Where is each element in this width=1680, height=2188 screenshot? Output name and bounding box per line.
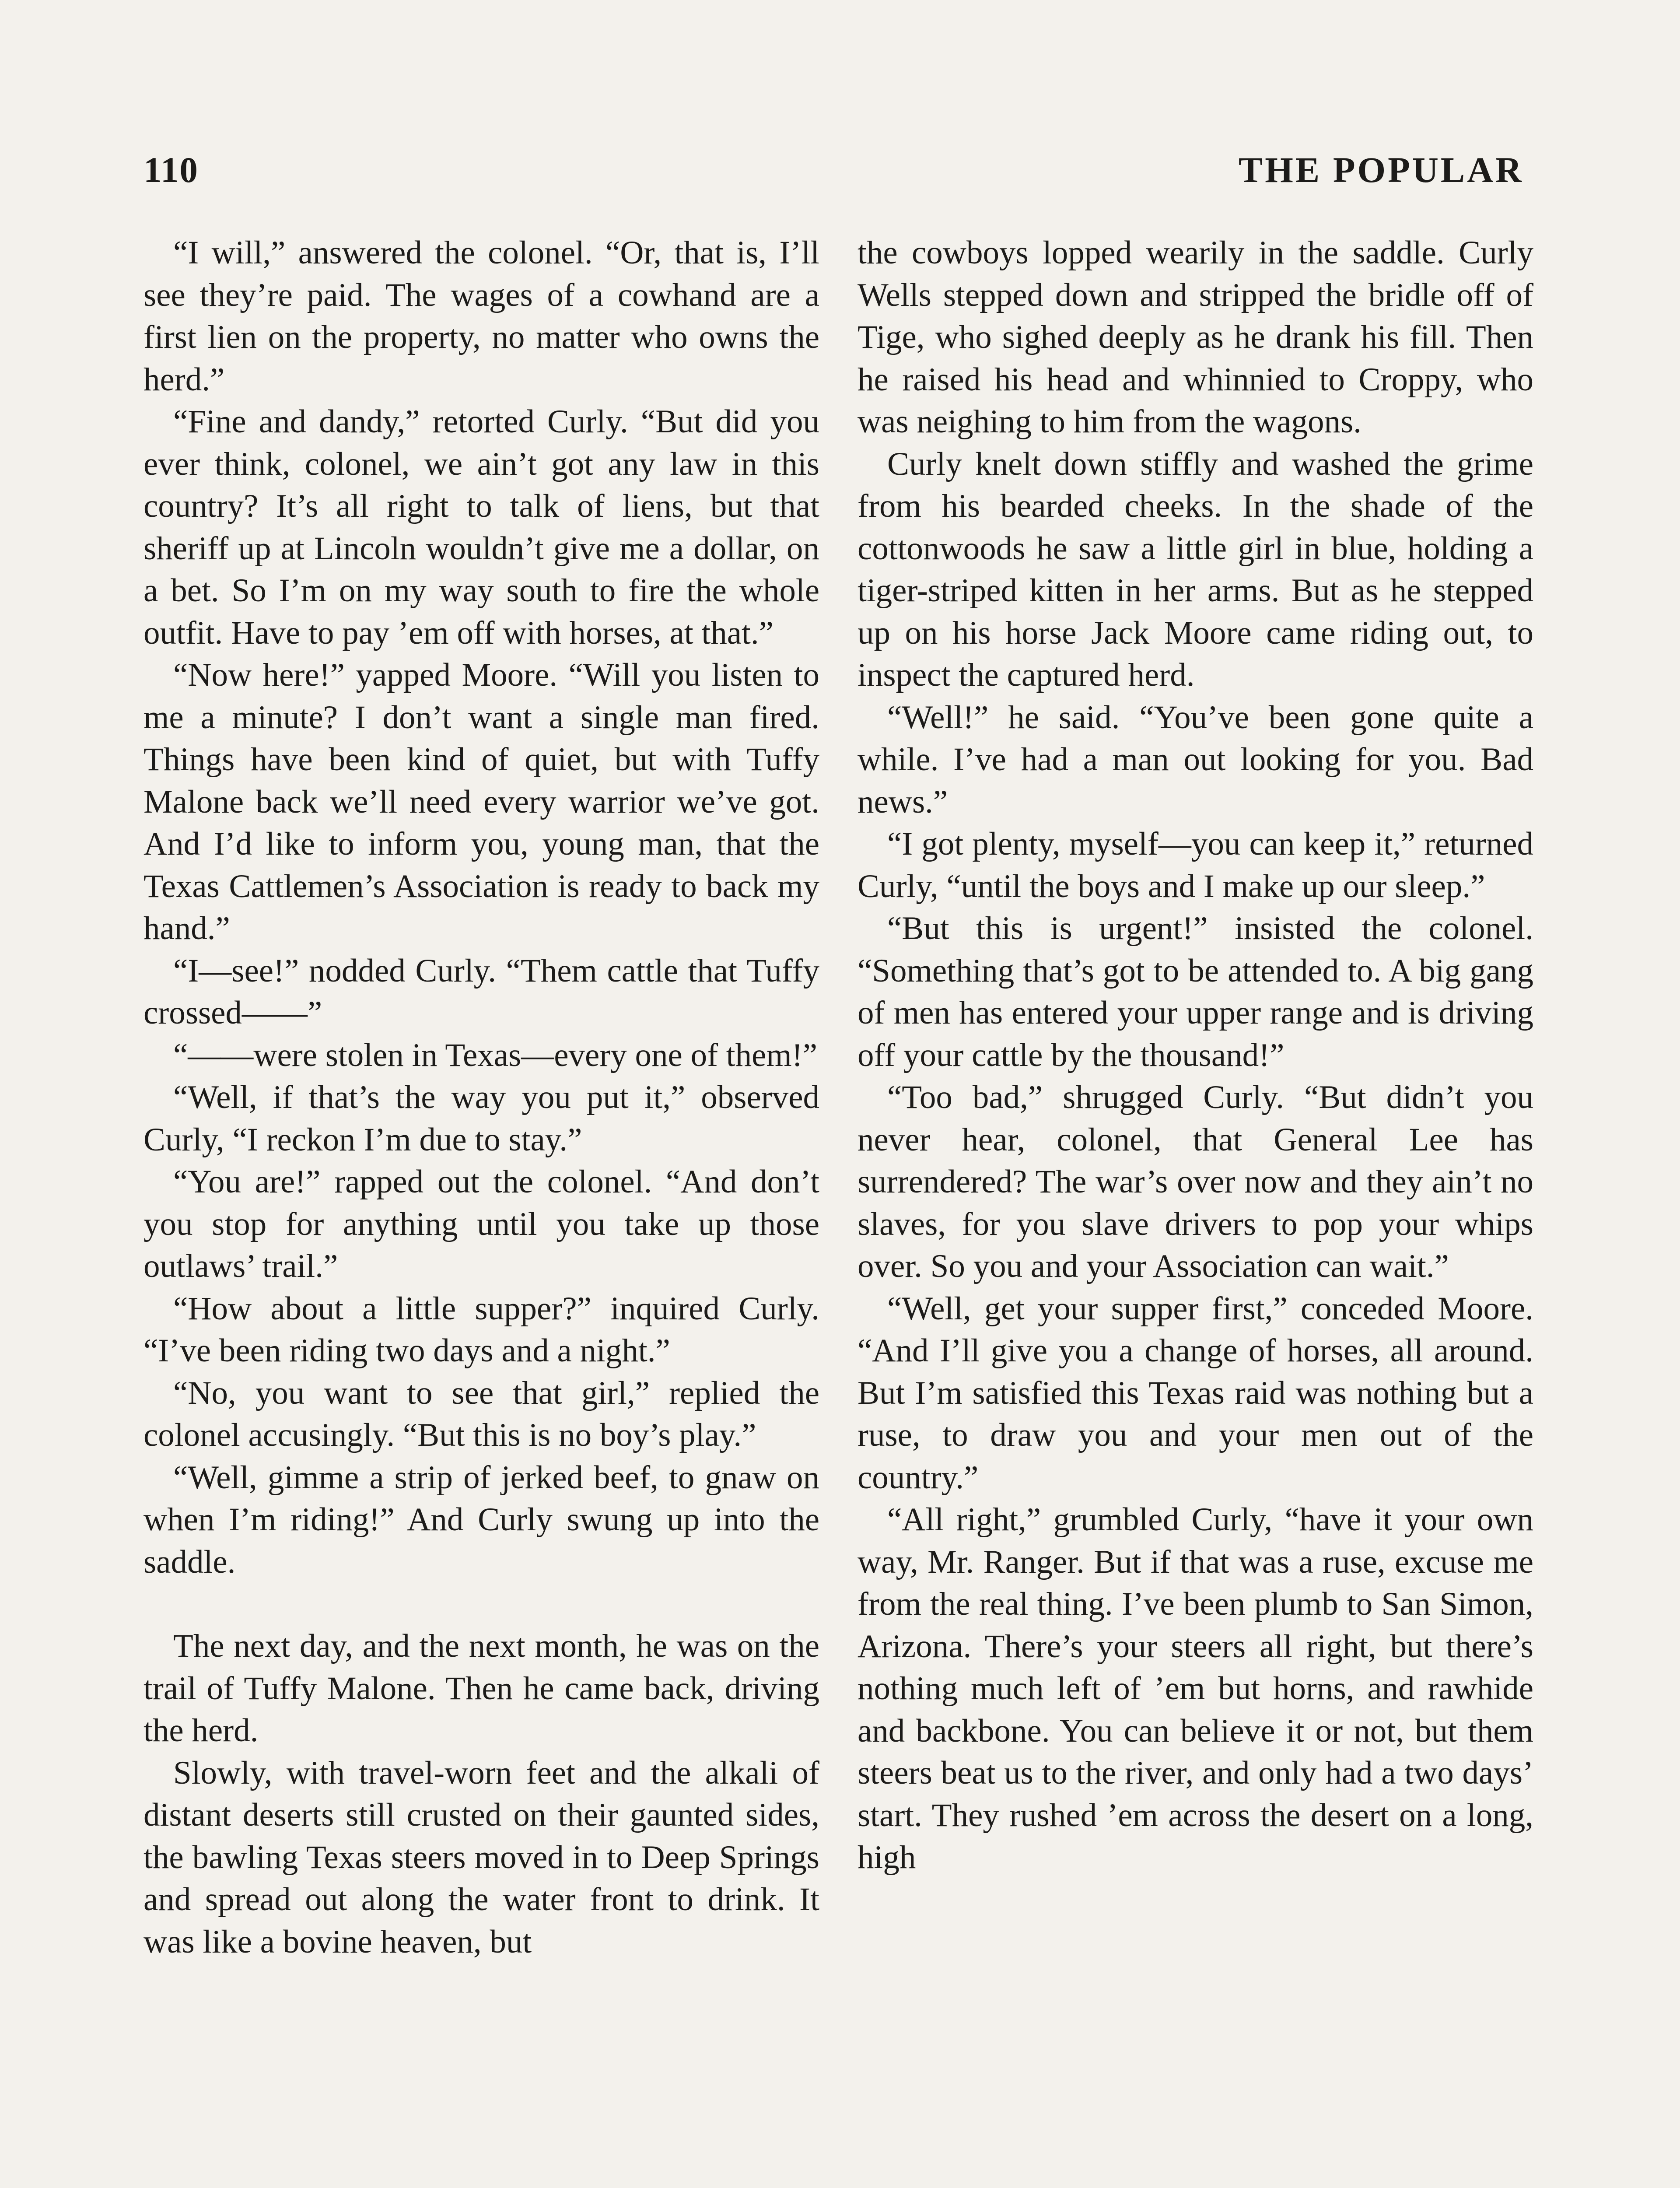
paragraph: “Well!” he said. “You’ve been gone quite a while. I’ve had a man out looking for you. Bad news.” — [858, 699, 1533, 820]
paragraph: “Now here!” yapped Moore. “Will you listen to me a minute? I don’t want a single man fired. Things have been kind of quiet, but with Tuffy Malone back we’ll need every warrior we’ve got. And I’d like to inform you, young man, that the Texas Cattlemen’s Association is ready to back my hand.” — [144, 657, 819, 947]
paragraph: “I—see!” nodded Curly. “Them cattle that Tuffy crossed——” — [144, 952, 819, 1031]
text-column-left — [144, 232, 819, 1963]
page-number: 110 — [144, 150, 199, 190]
paragraph: “I got plenty, myself—you can keep it,” returned Curly, “until the boys and I make up our sleep.” — [858, 826, 1533, 905]
paragraph: “But this is urgent!” insisted the colonel. “Something that’s got to be attended to. A big gang of men has entered your upper range and is driving off your cattle by the thousand!” — [858, 910, 1533, 1073]
paragraph: “Well, gimme a strip of jerked beef, to gnaw on when I’m riding!” And Curly swung up into the saddle. — [144, 1459, 819, 1580]
paragraph: “Fine and dandy,” retorted Curly. “But did you ever think, colonel, we ain’t got any law in this country? It’s all right to talk of liens, but that sheriff up at Lincoln wouldn’t give me a dollar, on a bet. So I’m on my way south to fire the whole outfit. Have to pay ’em off with horses, at that.” — [144, 403, 819, 651]
paragraph: “——were stolen in Texas—every one of them!” — [173, 1037, 818, 1073]
page-header — [144, 149, 1524, 197]
paragraph: the cowboys lopped wearily in the saddle. Curly Wells stepped down and stripped the bridle off of Tige, who sighed deeply as he drank his fill. Then he raised his head and whinnied to Croppy, who was neighing to him from the wagons. — [858, 235, 1533, 440]
paragraph: Slowly, with travel-worn feet and the alkali of distant deserts still crusted on their gaunted sides, the bawling Texas steers moved in to Deep Springs and spread out along the water front to drink. It was like a bovine heaven, but — [144, 1754, 819, 1960]
text-column-right — [858, 232, 1533, 1879]
paragraph: “You are!” rapped out the colonel. “And don’t you stop for anything until you take up those outlaws’ trail.” — [144, 1164, 819, 1284]
paragraph: Curly knelt down stiffly and washed the grime from his bearded cheeks. In the shade of the cottonwoods he saw a little girl in blue, holding a tiger-striped kitten in her arms. But as he stepped up on his horse Jack Moore came riding out, to inspect the captured herd. — [858, 445, 1533, 693]
paragraph: “I will,” answered the colonel. “Or, that is, I’ll see they’re paid. The wages of a cowhand are a first lien on the property, no matter who owns the herd.” — [144, 235, 819, 398]
paragraph: “No, you want to see that girl,” replied the colonel accusingly. “But this is no boy’s play.” — [144, 1375, 819, 1453]
paragraph: “How about a little supper?” inquired Curly. “I’ve been riding two days and a night.” — [144, 1290, 819, 1369]
paragraph: The next day, and the next month, he was on the trail of Tuffy Malone. Then he came back, driving the herd. — [144, 1628, 819, 1749]
paragraph: “Well, get your supper first,” conceded Moore. “And I’ll give you a change of horses, all around. But I’m satisfied this Texas raid was nothing but a ruse, to draw you and your men out of the country.” — [858, 1290, 1533, 1496]
paragraph: “Well, if that’s the way you put it,” observed Curly, “I reckon I’m due to stay.” — [144, 1079, 819, 1158]
running-head: THE POPULAR — [1238, 150, 1524, 190]
paragraph: “All right,” grumbled Curly, “have it your own way, Mr. Ranger. But if that was a ruse, excuse me from the real thing. I’ve been plumb to San Simon, Arizona. There’s your steers all right, but there’s nothing much left of ’em but horns, and rawhide and backbone. You can believe it or not, but them steers beat us to the river, and only had a two days’ start. They rushed ’em across the desert on a long, high — [858, 1501, 1533, 1876]
paragraph: “Too bad,” shrugged Curly. “But didn’t you never hear, colonel, that General Lee has surrendered? The war’s over now and they ain’t no slaves, for you slave drivers to pop your whips over. So you and your Association can wait.” — [858, 1079, 1533, 1284]
